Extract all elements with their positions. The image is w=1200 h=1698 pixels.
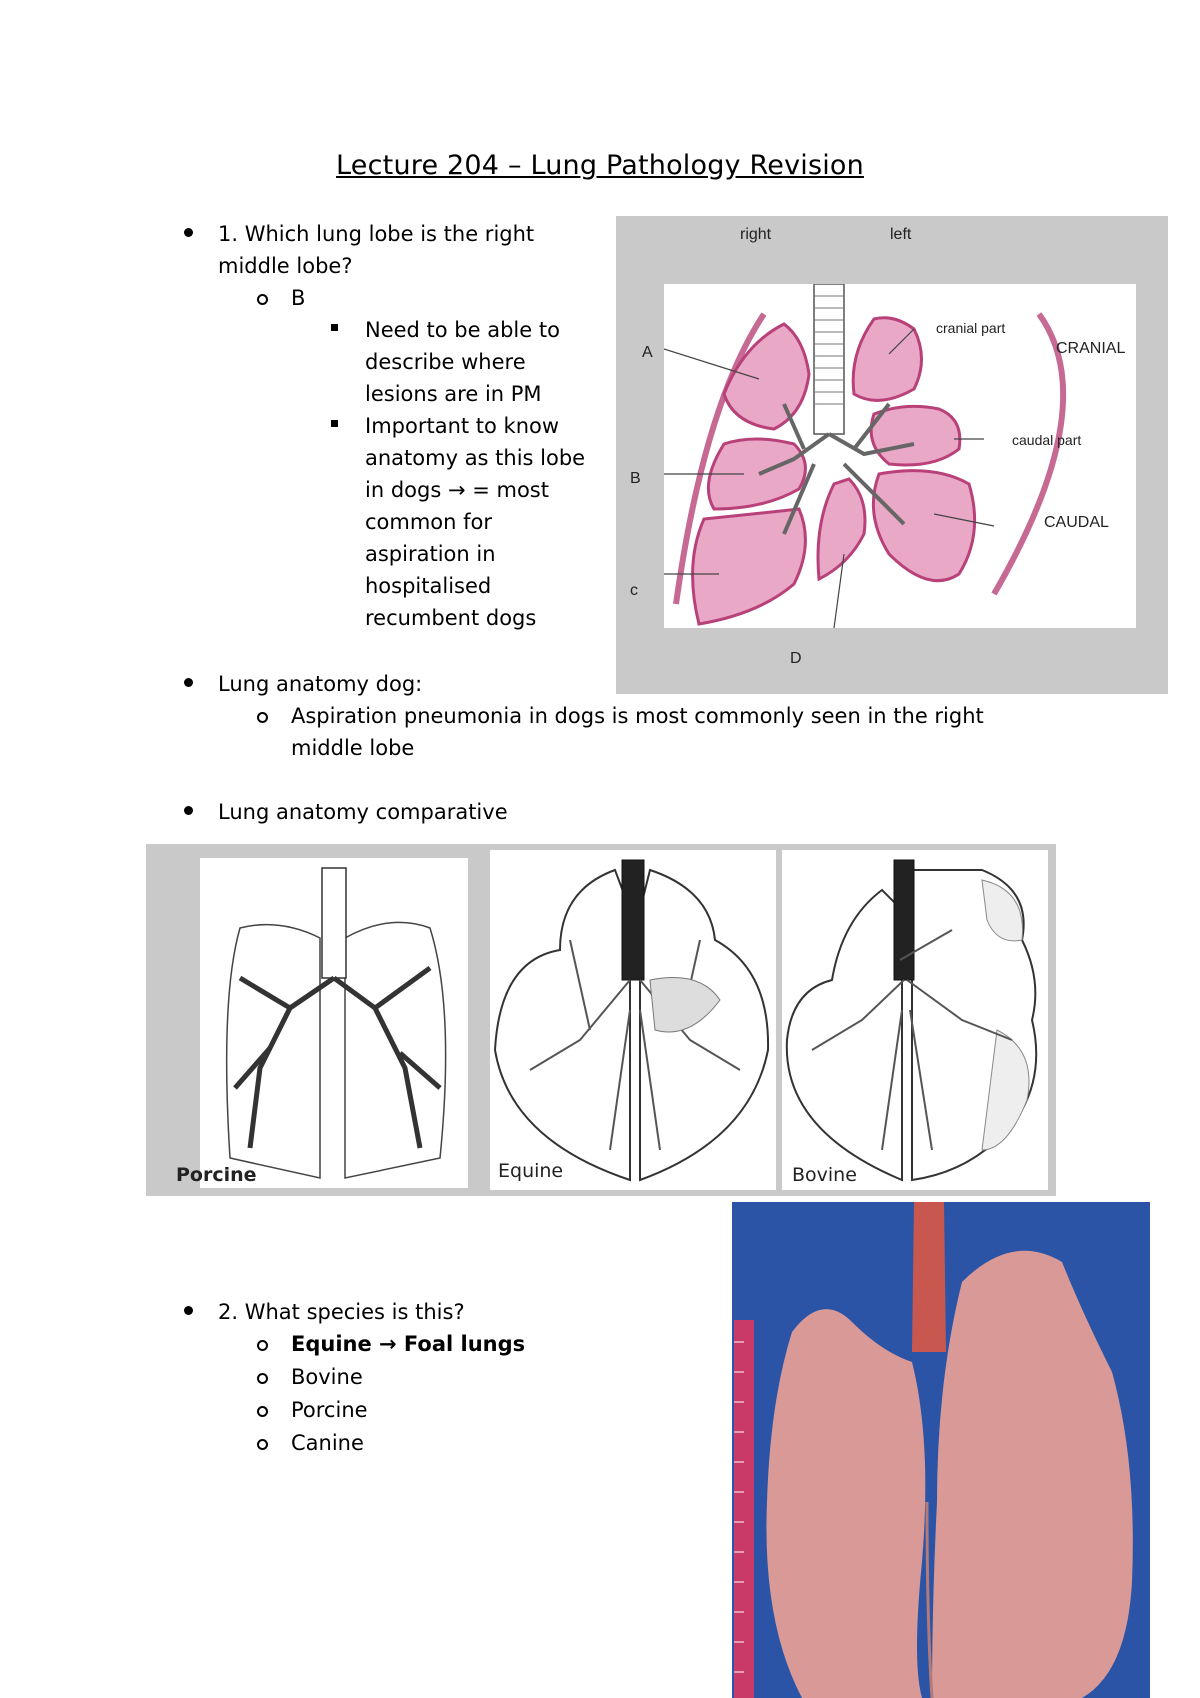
trachea [912, 1202, 946, 1352]
bovine-lung-drawing [782, 850, 1048, 1190]
comparative-heading: Lung anatomy comparative [218, 800, 508, 824]
ring-bullet-icon [257, 1373, 268, 1384]
equine-label: Equine [498, 1160, 564, 1182]
lobe-d [818, 479, 865, 579]
page-title: Lecture 204 – Lung Pathology Revision [336, 150, 864, 181]
right-lung [766, 1309, 925, 1698]
q1-note2-line6: hospitalised [365, 574, 492, 598]
label-a: A [642, 344, 653, 361]
q1-note1-line3: lesions are in PM [365, 382, 542, 406]
ring-bullet-icon [257, 1406, 268, 1417]
left-cranial-lobe-cranial [853, 318, 921, 401]
q2-question: 2. What species is this? [218, 1300, 465, 1324]
dog-heading: Lung anatomy dog: [218, 672, 423, 696]
comparative-figure [146, 844, 1056, 1196]
q1-note1-line1: Need to be able to [365, 318, 560, 342]
q1-note2-line2: anatomy as this lobe [365, 446, 586, 470]
diagram-panel [664, 284, 1136, 628]
q1-question-line1: 1. Which lung lobe is the right [218, 222, 535, 246]
porcine-lung-drawing [200, 858, 468, 1188]
dog-lung-diagram [616, 216, 1168, 694]
label-cranial-part: cranial part [936, 320, 1006, 336]
ring-bullet-icon [257, 1340, 268, 1351]
label-caudal: CAUDAL [1044, 514, 1109, 531]
bullet-icon [184, 806, 193, 815]
q1-note2-line4: common for [365, 510, 493, 534]
bullet-icon [184, 228, 193, 237]
porcine-label: Porcine [176, 1164, 257, 1186]
label-d: D [790, 650, 802, 667]
dog-lung-drawing [664, 284, 1136, 628]
left-rib [994, 314, 1063, 594]
label-left: left [890, 226, 912, 243]
label-b: B [630, 470, 641, 487]
left-lung [932, 1251, 1133, 1698]
foal-lung-illustration [732, 1202, 1150, 1698]
q2-option-2: Bovine [291, 1365, 363, 1389]
ruler [734, 1320, 754, 1698]
q1-question-line2: middle lobe? [218, 254, 353, 278]
label-right: right [740, 226, 772, 243]
porcine-panel [200, 858, 468, 1188]
ring-bullet-icon [257, 712, 268, 723]
bullet-icon [184, 678, 193, 687]
lobe-a [724, 324, 809, 429]
bovine-panel [782, 850, 1048, 1190]
trachea [814, 284, 844, 434]
label-cranial: CRANIAL [1056, 340, 1126, 357]
q2-option-1: Equine → Foal lungs [291, 1332, 526, 1356]
ring-bullet-icon [257, 294, 268, 305]
foal-lung-photo [732, 1202, 1150, 1698]
left-caudal-lobe [873, 471, 974, 581]
q1-note2-line3: in dogs → = most [365, 478, 549, 502]
ring-bullet-icon [257, 1439, 268, 1450]
bullet-icon [184, 1306, 193, 1315]
q1-note2-line1: Important to know [365, 414, 560, 438]
equine-panel [490, 850, 776, 1190]
q2-option-3: Porcine [291, 1398, 368, 1422]
square-bullet-icon [331, 420, 338, 427]
q1-answer: B [291, 286, 306, 310]
q1-note2-line7: recumbent dogs [365, 606, 537, 630]
q1-note2-line5: aspiration in [365, 542, 496, 566]
bovine-label: Bovine [792, 1164, 857, 1186]
q1-note1-line2: describe where [365, 350, 526, 374]
left-cranial-lobe-caudal [871, 406, 960, 465]
dog-point-line1: Aspiration pneumonia in dogs is most commonly seen in the right [291, 704, 984, 728]
q2-option-4: Canine [291, 1431, 364, 1455]
label-c: c [630, 582, 638, 599]
square-bullet-icon [331, 324, 338, 331]
equine-lung-drawing [490, 850, 776, 1190]
label-caudal-part: caudal part [1012, 432, 1082, 448]
dog-point-line2: middle lobe [291, 736, 415, 760]
